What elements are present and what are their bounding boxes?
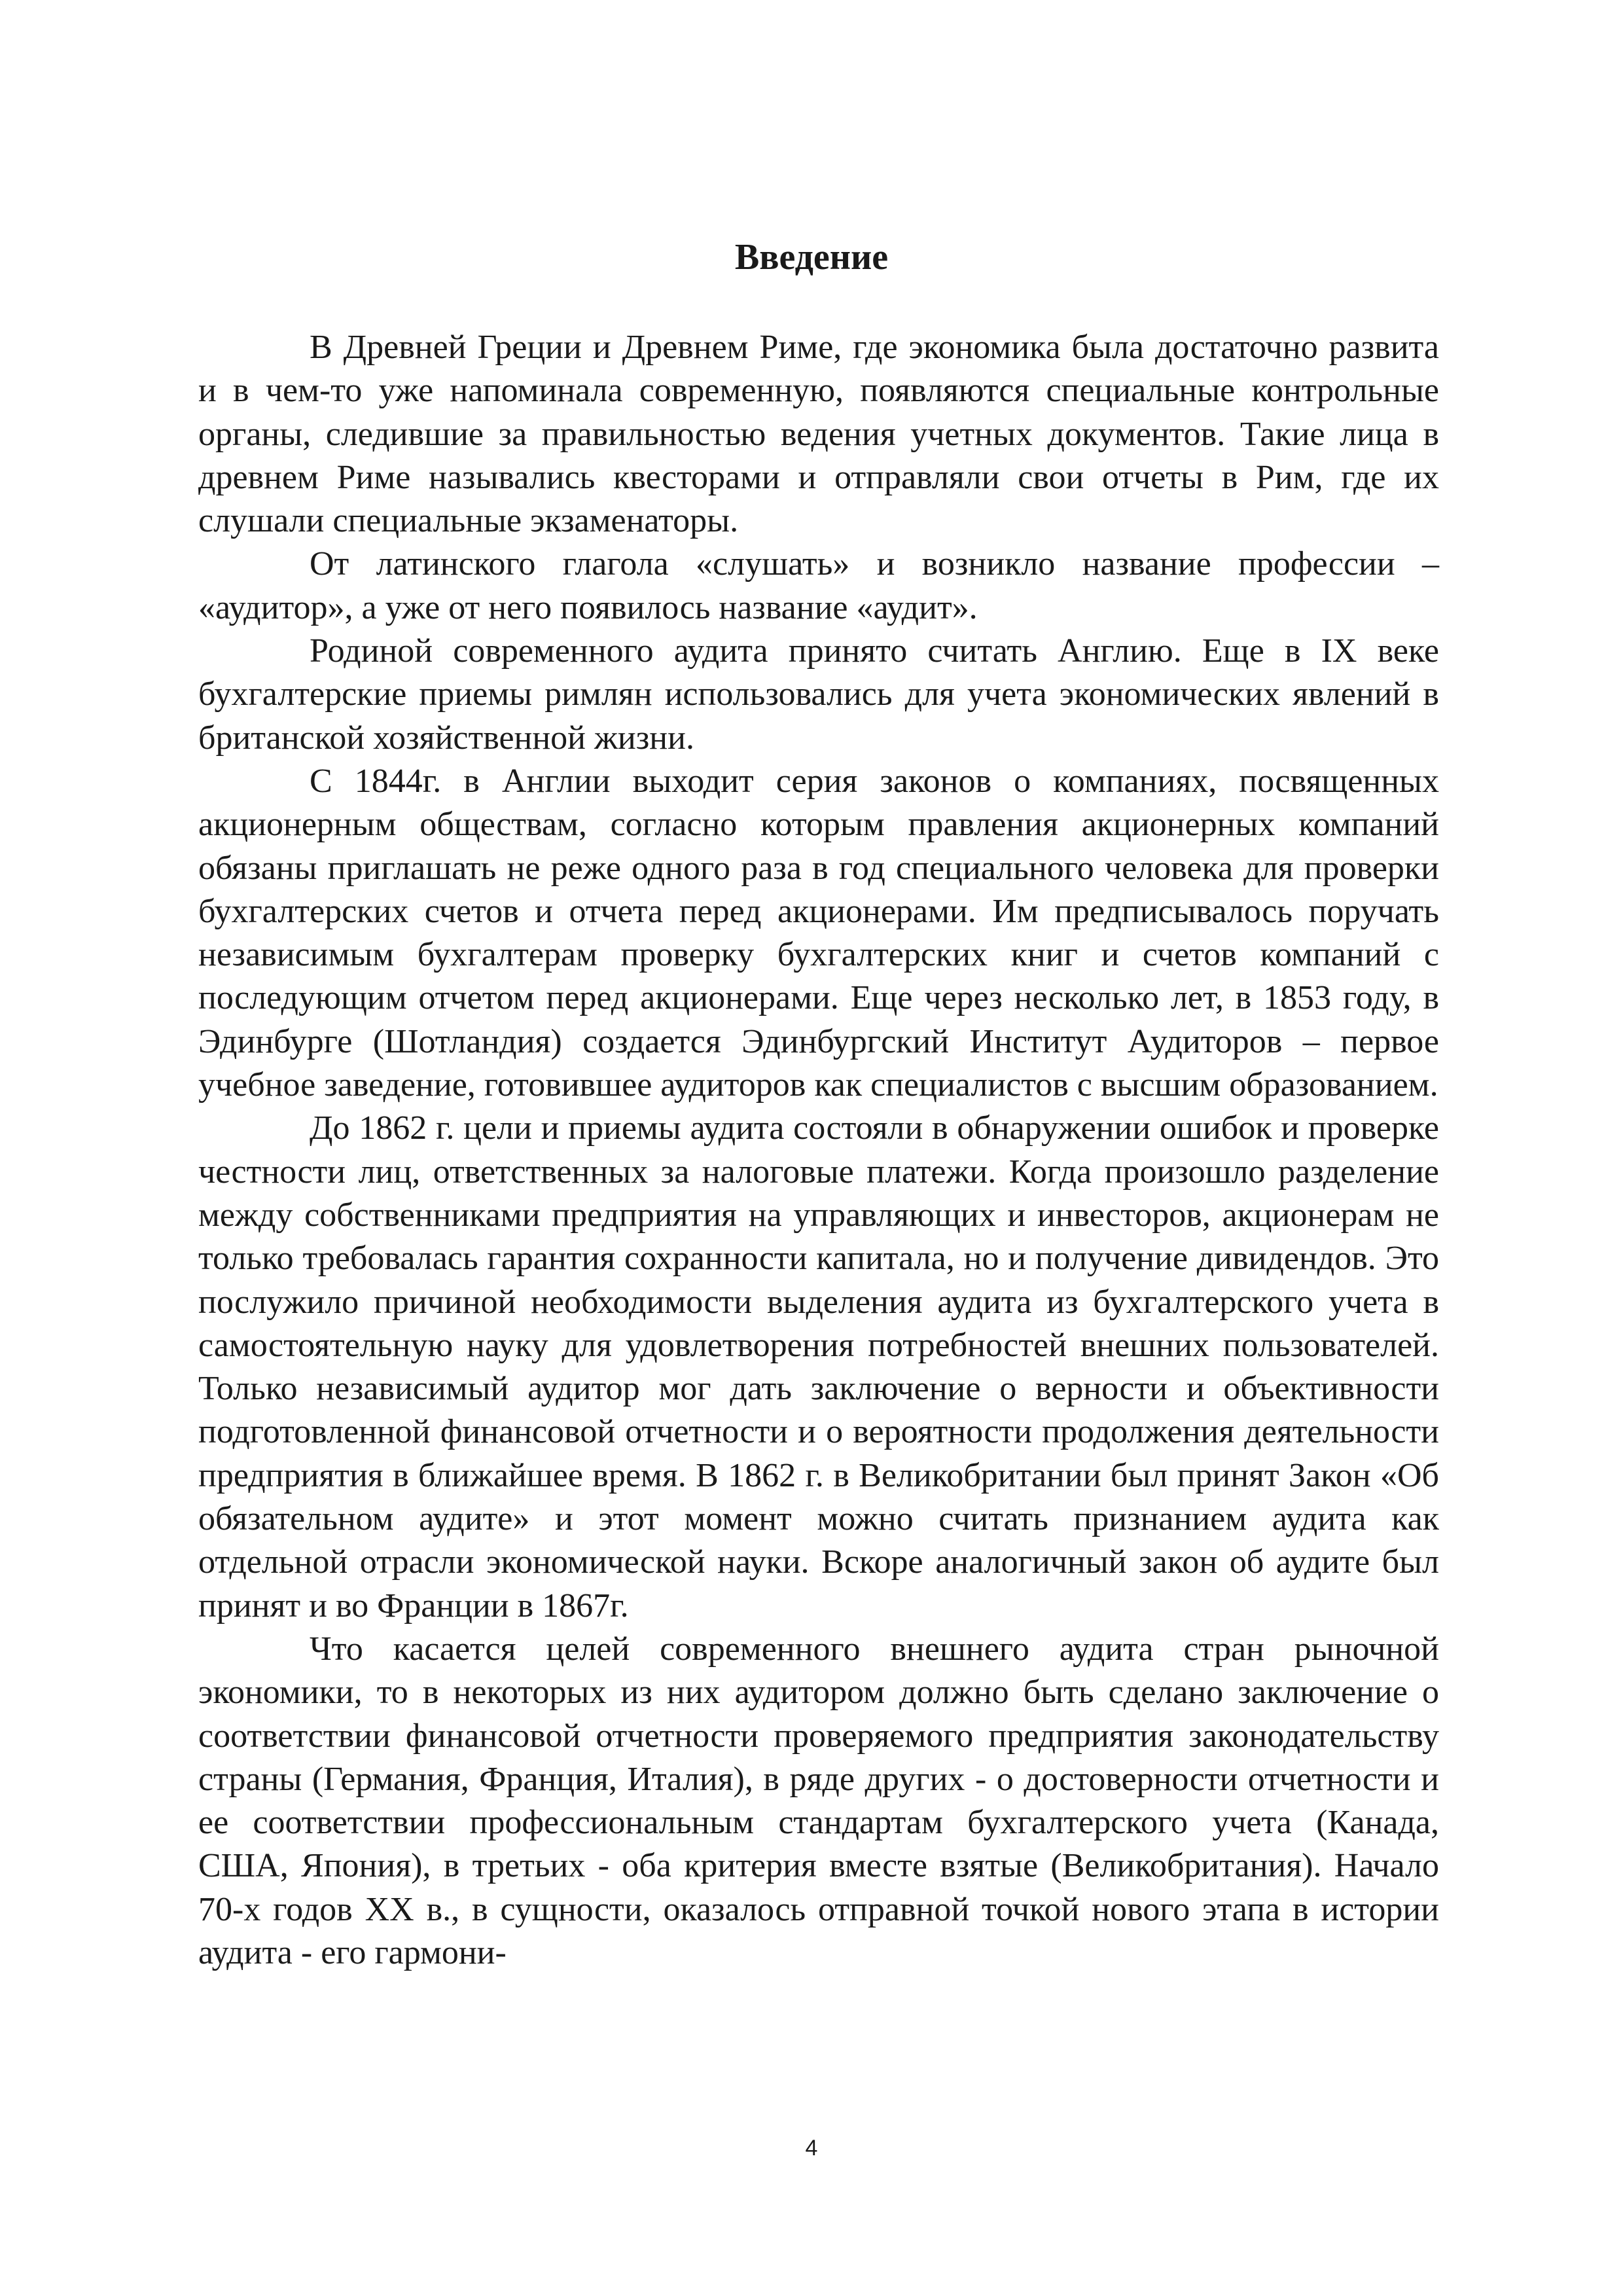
paragraph: В Древней Греции и Древнем Риме, где экономика была достаточно развита и в чем-то уже напоминала современную, появляются специальные контрольные органы, следившие за правильностью ведения учетных документов. Такие лица в древнем Риме назывались квесторами и отправляли свои отчеты в Рим, где их слушали специальные экзаменаторы. <box>198 329 1439 540</box>
document-body <box>198 326 1439 1975</box>
paragraph: От латинского глагола «слушать» и возникло название профессии – «аудитор», а уже от него появилось название «аудит». <box>198 545 1439 626</box>
paragraph: С 1844г. в Англии выходит серия законов о компаниях, посвященных акционерным обществам, согласно которым правления акционерных компаний обязаны приглашать не реже одного раза в год специального человека для проверки бухгалтерских счетов и отчета перед акционерами. Им предписывалось поручать независимым бухгалтерам проверку бухгалтерских книг и счетов компаний с последующим отчетом перед акционерами. Еще через несколько лет, в 1853 году, в Эдинбурге (Шотландия) создается Эдинбургский Институт Аудиторов – первое учебное заведение, готовившее аудиторов как специалистов с высшим образованием. <box>198 762 1439 1104</box>
paragraph: Родиной современного аудита принято считать Англию. Еще в IX веке бухгалтерские приемы римлян использовались для учета экономических явлений в британской хозяйственной жизни. <box>198 632 1439 757</box>
paragraph: Что касается целей современного внешнего аудита стран рыночной экономики, то в некоторых из них аудитором должно быть сделано заключение о соответствии финансовой отчетности проверяемого предприятия законодательству страны (Германия, Франция, Италия), в ряде других - о достоверности отчетности и ее соответствии профессиональным стандартам бухгалтерского учета (Канада, США, Япония), в третьих - оба критерия вместе взятые (Великобритания). Начало 70-х годов XX в., в сущности, оказалось отправной точкой нового этапа в истории аудита - его гармони- <box>198 1630 1439 1971</box>
paragraph: До 1862 г. цели и приемы аудита состояли в обнаружении ошибок и проверке честности лиц, ответственных за налоговые платежи. Когда произошло разделение между собственниками предприятия на управляющих и инвесторов, акционерам не только требовалась гарантия сохранности капитала, но и получение дивидендов. Это послужило причиной необходимости выделения аудита из бухгалтерского учета в самостоятельную науку для удовлетворения потребностей внешних пользователей. Только независимый аудитор мог дать заключение о верности и объективности подготовленной финансовой отчетности и о вероятности продолжения деятельности предприятия в ближайшее время. В 1862 г. в Великобритании был принят Закон «Об обязательном аудите» и этот момент можно считать признанием аудита как отдельной отрасли экономической науки. Вскоре аналогичный закон об аудите был принят и во Франции в 1867г. <box>198 1109 1439 1624</box>
page-title: Введение <box>734 237 889 278</box>
page-number: 4 <box>805 2136 818 2161</box>
